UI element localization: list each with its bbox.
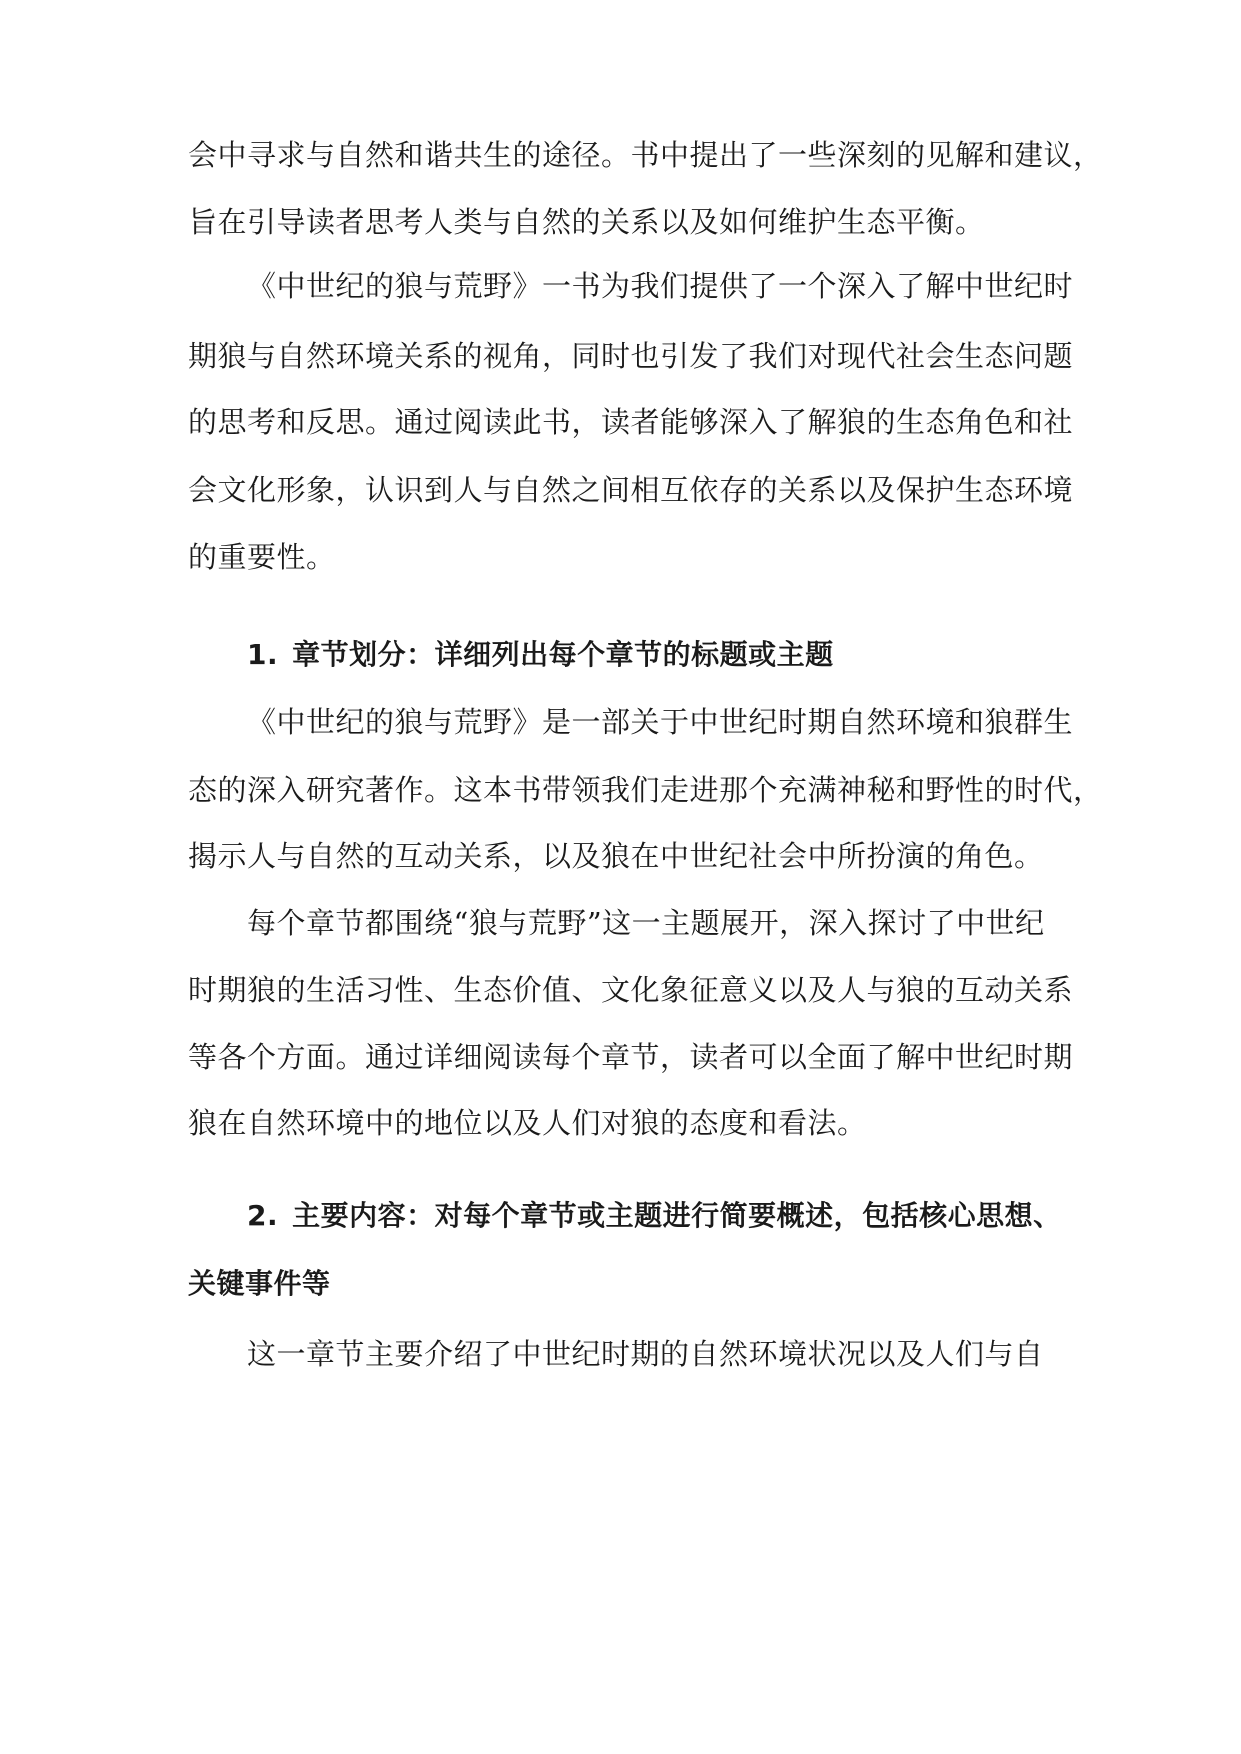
section-heading-2-continuation: 关键事件等: [188, 1267, 331, 1300]
heading-number: 2.: [247, 1199, 279, 1232]
paragraph-line: 的重要性。: [188, 540, 336, 574]
paragraph-line: 《中世纪的狼与荒野》一书为我们提供了一个深入了解中世纪时: [247, 269, 1074, 303]
paragraph-line: 狼在自然环境中的地位以及人们对狼的态度和看法。: [188, 1106, 867, 1140]
paragraph-line: 会中寻求与自然和谐共生的途径。书中提出了一些深刻的见解和建议，: [188, 138, 1103, 172]
paragraph-line: 期狼与自然环境关系的视角，同时也引发了我们对现代社会生态问题: [188, 339, 1074, 373]
heading-text: 章节划分：详细列出每个章节的标题或主题: [292, 638, 834, 671]
section-heading-1: [247, 635, 834, 675]
paragraph-line: 会文化形象，认识到人与自然之间相互依存的关系以及保护生态环境: [188, 473, 1074, 507]
paragraph-line: 揭示人与自然的互动关系，以及狼在中世纪社会中所扮演的角色。: [188, 839, 1044, 873]
paragraph-line: 这一章节主要介绍了中世纪时期的自然环境状况以及人们与自: [247, 1337, 1044, 1371]
paragraph-line: 旨在引导读者思考人类与自然的关系以及如何维护生态平衡。: [188, 205, 985, 239]
paragraph-line: 的思考和反思。通过阅读此书，读者能够深入了解狼的生态角色和社: [188, 405, 1074, 439]
paragraph-line: 时期狼的生活习性、生态价值、文化象征意义以及人与狼的互动关系: [188, 973, 1074, 1007]
paragraph-line: 每个章节都围绕“狼与荒野”这一主题展开，深入探讨了中世纪: [247, 906, 1045, 940]
paragraph-line: 等各个方面。通过详细阅读每个章节，读者可以全面了解中世纪时期: [188, 1040, 1074, 1074]
paragraph-line: 态的深入研究著作。这本书带领我们走进那个充满神秘和野性的时代，: [188, 773, 1103, 807]
section-heading-2: [247, 1196, 1062, 1236]
paragraph-line: 《中世纪的狼与荒野》是一部关于中世纪时期自然环境和狼群生: [247, 705, 1074, 739]
heading-number: 1.: [247, 638, 279, 671]
heading-text: 主要内容：对每个章节或主题进行简要概述，包括核心思想、: [292, 1199, 1062, 1232]
